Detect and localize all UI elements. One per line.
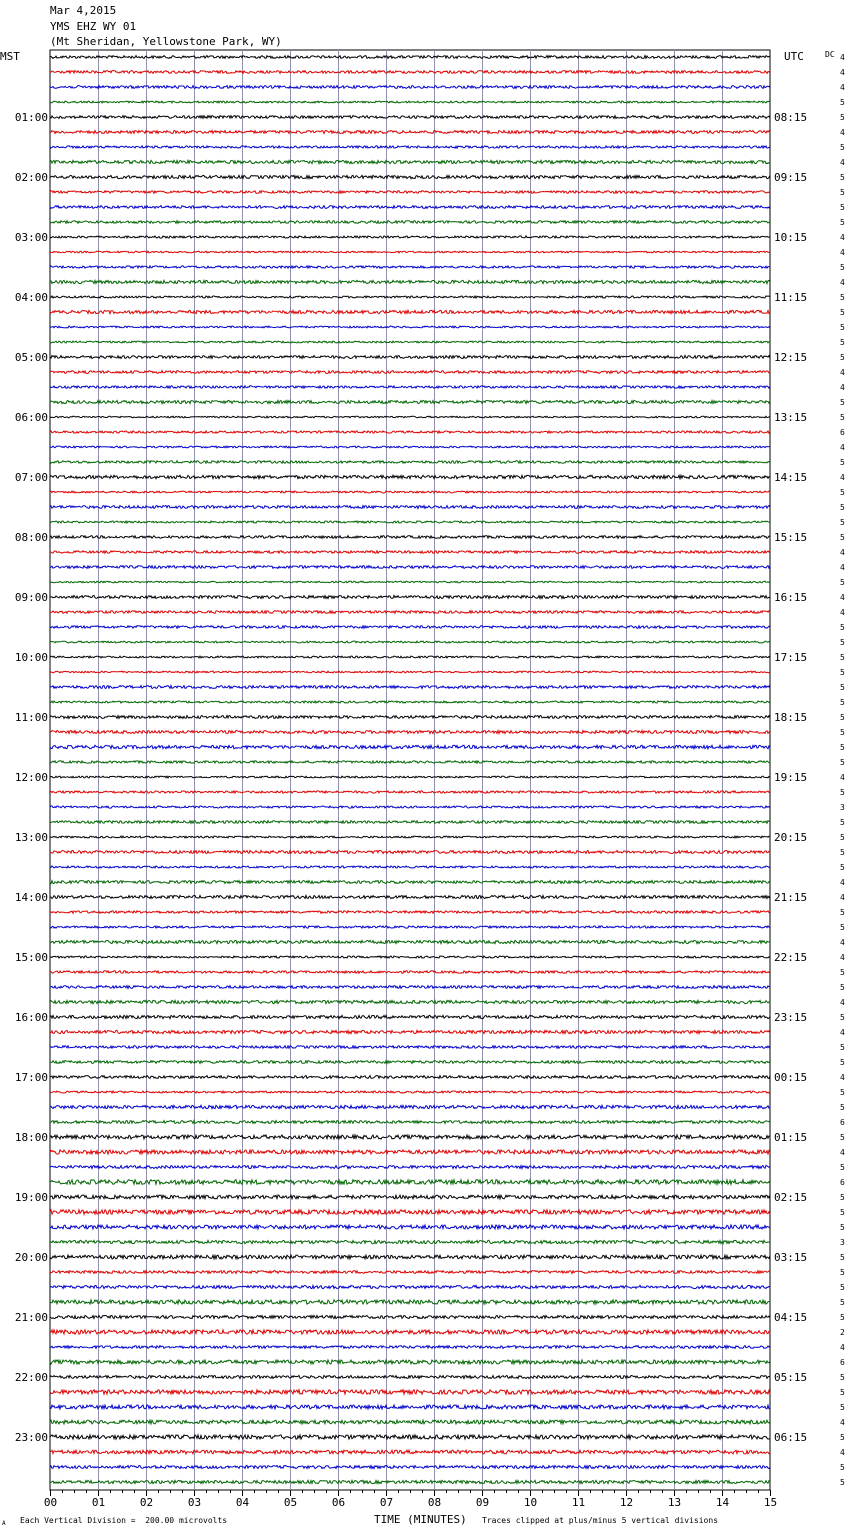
- trace-row-94: [50, 1450, 770, 1454]
- trace-row-50: [50, 791, 770, 793]
- trace-row-1: [50, 56, 770, 59]
- dc-value: 5: [840, 1478, 845, 1487]
- x-tick-label: 05: [283, 1496, 298, 1509]
- dc-value: 5: [840, 833, 845, 842]
- dc-value: 5: [840, 1253, 845, 1262]
- dc-value: 5: [840, 353, 845, 362]
- trace-row-81: [50, 1255, 770, 1259]
- dc-value: 4: [840, 383, 845, 392]
- mst-hour-label: 17:00: [14, 1071, 48, 1084]
- trace-row-34: [50, 551, 770, 554]
- x-tick-label: 13: [667, 1496, 682, 1509]
- x-tick-label: 11: [571, 1496, 586, 1509]
- dc-value: 4: [840, 998, 845, 1007]
- trace-row-36: [50, 581, 770, 583]
- mst-hour-label: 23:00: [14, 1431, 48, 1444]
- trace-row-47: [50, 745, 770, 748]
- trace-row-48: [50, 761, 770, 763]
- dc-value: 5: [840, 503, 845, 512]
- dc-value: 5: [840, 173, 845, 182]
- dc-value: 4: [840, 593, 845, 602]
- dc-value: 4: [840, 473, 845, 482]
- dc-value: 5: [840, 1058, 845, 1067]
- dc-value: 6: [840, 1178, 845, 1187]
- dc-value: 4: [840, 158, 845, 167]
- trace-row-58: [50, 911, 770, 914]
- trace-row-63: [50, 986, 770, 989]
- trace-row-20: [50, 341, 770, 343]
- x-tick-label: 01: [91, 1496, 106, 1509]
- dc-value: 4: [840, 773, 845, 782]
- trace-row-62: [50, 971, 770, 973]
- dc-value: 5: [840, 818, 845, 827]
- mst-hour-label: 10:00: [14, 651, 48, 664]
- dc-value: 4: [840, 1448, 845, 1457]
- trace-row-42: [50, 671, 770, 673]
- dc-value: 5: [840, 1313, 845, 1322]
- dc-value: 5: [840, 758, 845, 767]
- trace-row-43: [50, 686, 770, 689]
- trace-row-9: [50, 175, 770, 178]
- trace-row-73: [50, 1135, 770, 1139]
- trace-row-8: [50, 160, 770, 163]
- trace-row-80: [50, 1240, 770, 1243]
- utc-hour-label: 00:15: [774, 1071, 808, 1084]
- utc-hour-label: 22:15: [774, 951, 808, 964]
- dc-value: 3: [840, 1238, 845, 1247]
- mst-hour-label: 22:00: [14, 1371, 48, 1384]
- dc-value: 5: [840, 1193, 845, 1202]
- x-tick-label: 14: [715, 1496, 730, 1509]
- trace-row-61: [50, 956, 770, 958]
- trace-row-49: [50, 776, 770, 778]
- dc-value: 5: [840, 788, 845, 797]
- trace-row-74: [50, 1150, 770, 1154]
- dc-value: 4: [840, 1028, 845, 1037]
- dc-value: 5: [840, 1373, 845, 1382]
- trace-row-22: [50, 371, 770, 374]
- dc-value: 4: [840, 608, 845, 617]
- trace-row-52: [50, 821, 770, 824]
- dc-value: 5: [840, 1433, 845, 1442]
- utc-hour-label: 09:15: [774, 171, 808, 184]
- dc-value: 4: [840, 128, 845, 137]
- dc-value: 5: [840, 98, 845, 107]
- trace-row-59: [50, 926, 770, 928]
- trace-row-5: [50, 116, 770, 119]
- dc-value: 5: [840, 923, 845, 932]
- dc-value: 5: [840, 143, 845, 152]
- trace-row-31: [50, 506, 770, 509]
- mst-hour-label: 21:00: [14, 1311, 48, 1324]
- utc-label: UTC: [784, 50, 804, 63]
- trace-row-15: [50, 266, 770, 268]
- trace-row-33: [50, 536, 770, 539]
- plot-frame: [50, 50, 770, 1490]
- trace-row-6: [50, 131, 770, 134]
- dc-value: 5: [840, 638, 845, 647]
- x-tick-label: 08: [427, 1496, 442, 1509]
- trace-row-91: [50, 1405, 770, 1409]
- x-tick-label: 12: [619, 1496, 634, 1509]
- trace-row-88: [50, 1360, 770, 1364]
- trace-row-77: [50, 1195, 770, 1199]
- dc-label: DC: [825, 50, 835, 59]
- dc-value: 5: [840, 848, 845, 857]
- dc-value: 5: [840, 743, 845, 752]
- trace-row-68: [50, 1061, 770, 1064]
- utc-hour-label: 08:15: [774, 111, 808, 124]
- trace-row-87: [50, 1346, 770, 1349]
- mst-hour-label: 05:00: [14, 351, 48, 364]
- utc-hour-label: 14:15: [774, 471, 808, 484]
- trace-row-28: [50, 461, 770, 464]
- dc-value: 5: [840, 518, 845, 527]
- trace-row-57: [50, 896, 770, 899]
- trace-row-86: [50, 1330, 770, 1334]
- trace-row-66: [50, 1030, 770, 1033]
- dc-value: 5: [840, 623, 845, 632]
- dc-value: 5: [840, 398, 845, 407]
- trace-row-67: [50, 1046, 770, 1049]
- dc-value: 5: [840, 908, 845, 917]
- dc-value: 5: [840, 413, 845, 422]
- location-label: (Mt Sheridan, Yellowstone Park, WY): [50, 35, 282, 48]
- utc-hour-label: 20:15: [774, 831, 808, 844]
- dc-value: 4: [840, 1073, 845, 1082]
- trace-row-41: [50, 656, 770, 658]
- dc-value: 4: [840, 893, 845, 902]
- dc-value: 5: [840, 218, 845, 227]
- dc-value: 5: [840, 1163, 845, 1172]
- trace-row-27: [50, 446, 770, 448]
- dc-value: 4: [840, 233, 845, 242]
- trace-row-45: [50, 716, 770, 719]
- trace-row-53: [50, 836, 770, 838]
- dc-value: 5: [840, 1463, 845, 1472]
- mst-hour-label: 19:00: [14, 1191, 48, 1204]
- dc-value: 5: [840, 1388, 845, 1397]
- dc-value: 5: [840, 863, 845, 872]
- trace-row-78: [50, 1210, 770, 1214]
- trace-row-71: [50, 1105, 770, 1108]
- trace-row-70: [50, 1091, 770, 1093]
- dc-value: 4: [840, 938, 845, 947]
- trace-row-89: [50, 1376, 770, 1379]
- mst-hour-label: 13:00: [14, 831, 48, 844]
- mst-hour-label: 06:00: [14, 411, 48, 424]
- dc-value: 6: [840, 1358, 845, 1367]
- utc-hour-label: 01:15: [774, 1131, 808, 1144]
- utc-hour-label: 06:15: [774, 1431, 808, 1444]
- trace-row-13: [50, 236, 770, 238]
- mst-hour-label: 12:00: [14, 771, 48, 784]
- dc-value: 5: [840, 1103, 845, 1112]
- utc-hour-label: 03:15: [774, 1251, 808, 1264]
- trace-row-12: [50, 221, 770, 224]
- trace-row-23: [50, 386, 770, 388]
- trace-row-96: [50, 1480, 770, 1483]
- trace-row-60: [50, 940, 770, 943]
- dc-value: 5: [840, 338, 845, 347]
- trace-row-46: [50, 731, 770, 734]
- trace-row-40: [50, 641, 770, 643]
- x-tick-label: 10: [523, 1496, 538, 1509]
- dc-value: 3: [840, 803, 845, 812]
- trace-row-17: [50, 296, 770, 298]
- trace-row-37: [50, 596, 770, 599]
- mst-hour-label: 09:00: [14, 591, 48, 604]
- dc-value: 5: [840, 1208, 845, 1217]
- trace-row-11: [50, 206, 770, 209]
- x-tick-label: 04: [235, 1496, 250, 1509]
- trace-row-90: [50, 1390, 770, 1394]
- utc-hour-label: 19:15: [774, 771, 808, 784]
- dc-value: 6: [840, 428, 845, 437]
- trace-row-29: [50, 475, 770, 478]
- trace-row-65: [50, 1015, 770, 1018]
- trace-row-82: [50, 1271, 770, 1274]
- mst-hour-label: 08:00: [14, 531, 48, 544]
- trace-row-72: [50, 1121, 770, 1124]
- utc-hour-label: 15:15: [774, 531, 808, 544]
- trace-row-26: [50, 431, 770, 433]
- dc-value: 5: [840, 713, 845, 722]
- dc-value: 4: [840, 68, 845, 77]
- dc-value: 5: [840, 1133, 845, 1142]
- trace-row-75: [50, 1166, 770, 1169]
- dc-value: 4: [840, 1418, 845, 1427]
- utc-hour-label: 21:15: [774, 891, 808, 904]
- dc-value: 4: [840, 548, 845, 557]
- trace-row-69: [50, 1076, 770, 1079]
- dc-value: 4: [840, 83, 845, 92]
- trace-row-7: [50, 146, 770, 148]
- x-tick-label: 00: [43, 1496, 58, 1509]
- trace-row-14: [50, 251, 770, 253]
- trace-row-3: [50, 86, 770, 89]
- utc-hour-label: 10:15: [774, 231, 808, 244]
- dc-value: 4: [840, 278, 845, 287]
- dc-value: 5: [840, 188, 845, 197]
- mst-hour-label: 18:00: [14, 1131, 48, 1144]
- trace-row-64: [50, 1000, 770, 1003]
- trace-row-79: [50, 1225, 770, 1229]
- utc-hour-label: 13:15: [774, 411, 808, 424]
- mst-hour-label: 07:00: [14, 471, 48, 484]
- dc-value: 4: [840, 878, 845, 887]
- scale-note: Each Vertical Division = 200.00 microvolts: [20, 1516, 228, 1525]
- dc-value: 5: [840, 113, 845, 122]
- x-tick-label: 03: [187, 1496, 202, 1509]
- dc-value: 5: [840, 1088, 845, 1097]
- dc-value: 5: [840, 983, 845, 992]
- dc-value: 4: [840, 443, 845, 452]
- trace-row-16: [50, 280, 770, 283]
- utc-hour-label: 02:15: [774, 1191, 808, 1204]
- dc-value: 4: [840, 953, 845, 962]
- mst-hour-label: 11:00: [14, 711, 48, 724]
- mst-label: MST: [0, 50, 20, 63]
- trace-row-55: [50, 866, 770, 868]
- dc-value: 5: [840, 488, 845, 497]
- trace-row-10: [50, 191, 770, 194]
- dc-value: 5: [840, 1043, 845, 1052]
- dc-value: 5: [840, 1403, 845, 1412]
- trace-row-83: [50, 1285, 770, 1288]
- dc-value: 5: [840, 683, 845, 692]
- trace-row-32: [50, 521, 770, 523]
- dc-value: 5: [840, 968, 845, 977]
- dc-value: 5: [840, 1013, 845, 1022]
- trace-row-95: [50, 1466, 770, 1469]
- dc-value: 4: [840, 1148, 845, 1157]
- trace-row-76: [50, 1180, 770, 1185]
- trace-row-93: [50, 1435, 770, 1439]
- trace-row-21: [50, 356, 770, 359]
- dc-value: 5: [840, 1268, 845, 1277]
- mst-hour-label: 04:00: [14, 291, 48, 304]
- dc-value: 4: [840, 53, 845, 62]
- dc-value: 5: [840, 308, 845, 317]
- dc-value: 4: [840, 368, 845, 377]
- trace-row-25: [50, 416, 770, 418]
- trace-row-24: [50, 400, 770, 403]
- trace-row-2: [50, 71, 770, 74]
- dc-value: 5: [840, 728, 845, 737]
- x-tick-label: 09: [475, 1496, 490, 1509]
- mst-hour-label: 16:00: [14, 1011, 48, 1024]
- dc-value: 5: [840, 263, 845, 272]
- dc-value: 5: [840, 653, 845, 662]
- trace-row-84: [50, 1300, 770, 1304]
- trace-row-35: [50, 566, 770, 569]
- trace-row-44: [50, 701, 770, 703]
- trace-row-92: [50, 1420, 770, 1424]
- dc-value: 5: [840, 698, 845, 707]
- dc-value: 4: [840, 563, 845, 572]
- dc-value: 5: [840, 293, 845, 302]
- mst-hour-label: 01:00: [14, 111, 48, 124]
- dc-value: 5: [840, 533, 845, 542]
- mst-hour-label: 20:00: [14, 1251, 48, 1264]
- corner-mark: A: [2, 1520, 6, 1527]
- trace-row-30: [50, 491, 770, 493]
- dc-value: 2: [840, 1328, 845, 1337]
- trace-row-19: [50, 326, 770, 328]
- trace-row-54: [50, 851, 770, 854]
- dc-value: 4: [840, 1343, 845, 1352]
- trace-row-38: [50, 611, 770, 614]
- utc-hour-label: 12:15: [774, 351, 808, 364]
- x-tick-label: 07: [379, 1496, 394, 1509]
- utc-hour-label: 18:15: [774, 711, 808, 724]
- x-tick-label: 15: [763, 1496, 778, 1509]
- mst-hour-label: 03:00: [14, 231, 48, 244]
- dc-value: 5: [840, 458, 845, 467]
- utc-hour-label: 23:15: [774, 1011, 808, 1024]
- dc-value: 5: [840, 1283, 845, 1292]
- mst-hour-label: 14:00: [14, 891, 48, 904]
- mst-hour-label: 02:00: [14, 171, 48, 184]
- dc-value: 6: [840, 1118, 845, 1127]
- x-axis-label: TIME (MINUTES): [374, 1513, 467, 1526]
- x-tick-label: 02: [139, 1496, 154, 1509]
- date-label: Mar 4,2015: [50, 4, 117, 17]
- dc-value: 5: [840, 1298, 845, 1307]
- dc-value: 5: [840, 1223, 845, 1232]
- trace-row-85: [50, 1316, 770, 1319]
- trace-row-51: [50, 806, 770, 808]
- trace-row-39: [50, 626, 770, 629]
- dc-value: 5: [840, 203, 845, 212]
- trace-row-4: [50, 101, 770, 103]
- dc-value: 5: [840, 578, 845, 587]
- dc-value: 5: [840, 668, 845, 677]
- dc-value: 4: [840, 248, 845, 257]
- mst-hour-label: 15:00: [14, 951, 48, 964]
- utc-hour-label: 05:15: [774, 1371, 808, 1384]
- x-tick-label: 06: [331, 1496, 346, 1509]
- station-label: YMS EHZ WY 01: [50, 20, 137, 33]
- dc-value: 5: [840, 323, 845, 332]
- trace-row-18: [50, 310, 770, 313]
- utc-hour-label: 17:15: [774, 651, 808, 664]
- utc-hour-label: 16:15: [774, 591, 808, 604]
- trace-row-56: [50, 881, 770, 884]
- utc-hour-label: 11:15: [774, 291, 808, 304]
- clip-note: Traces clipped at plus/minus 5 vertical divisions: [482, 1516, 719, 1525]
- utc-hour-label: 04:15: [774, 1311, 808, 1324]
